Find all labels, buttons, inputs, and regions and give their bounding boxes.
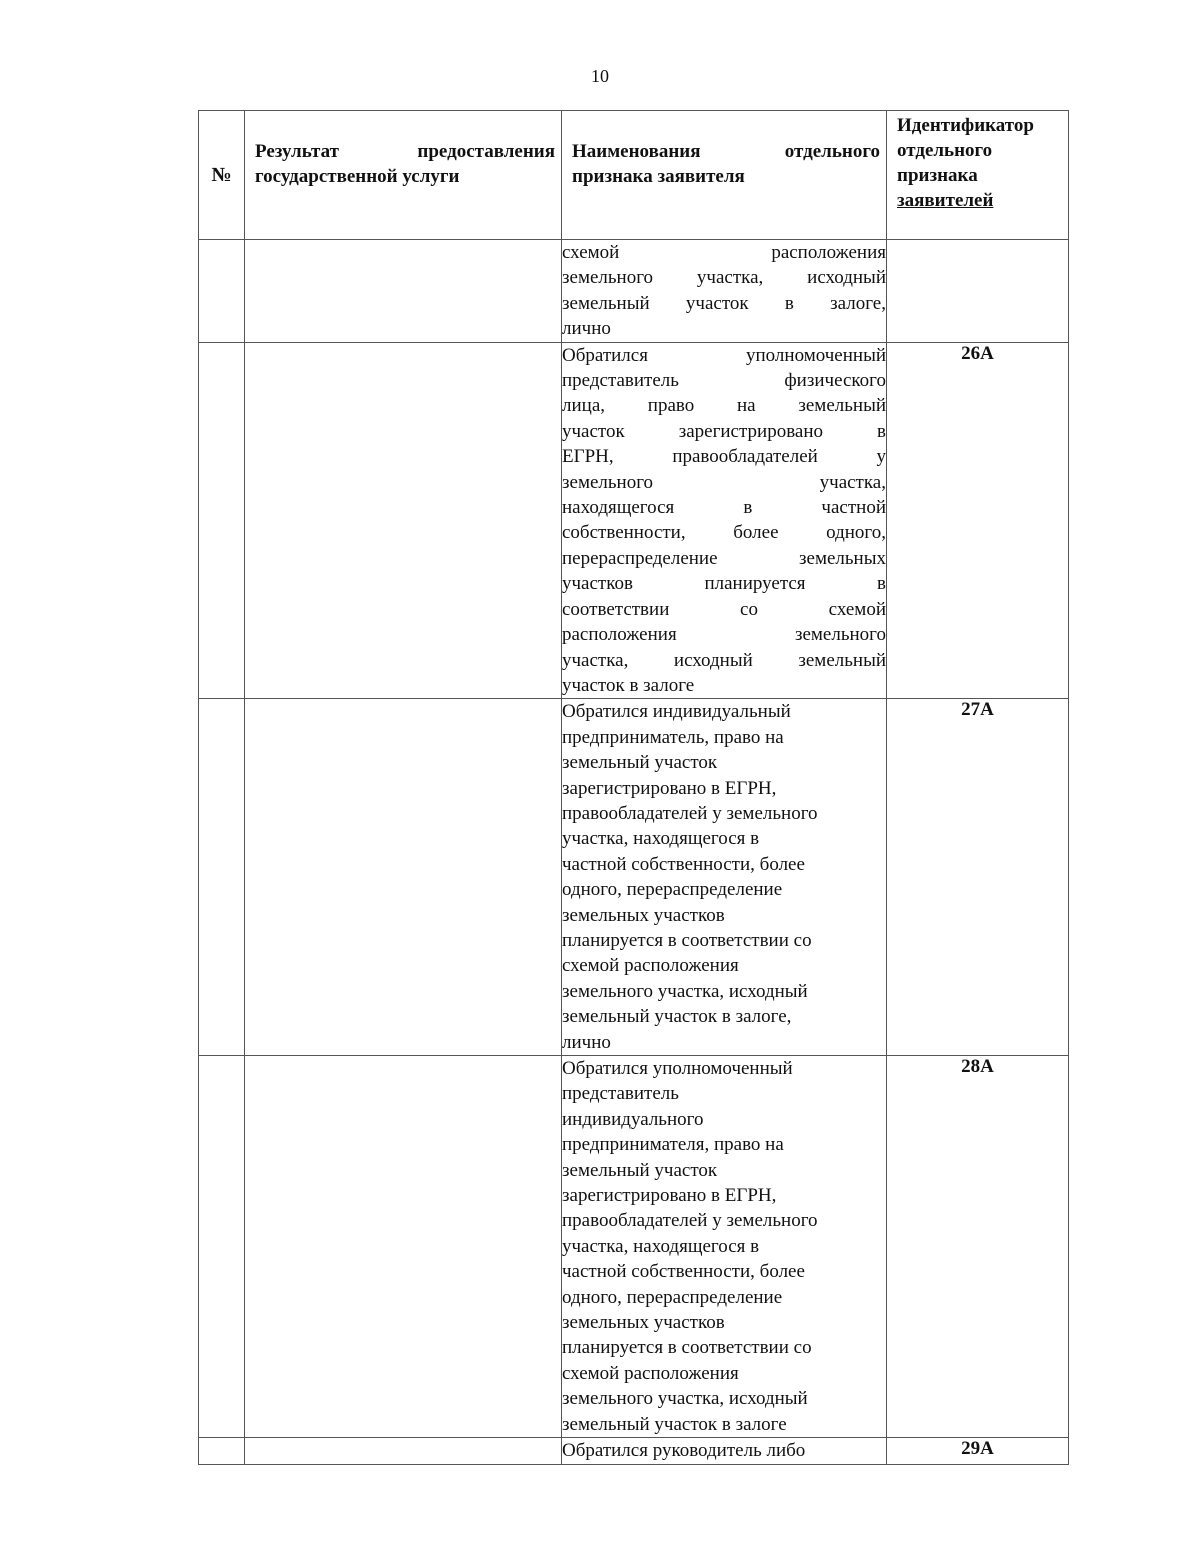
attribute-text-line: одного, перераспределение — [562, 1286, 783, 1308]
attribute-name-cell — [562, 1438, 887, 1464]
attribute-text-line: Обратился уполномоченный — [562, 344, 886, 366]
row-result-cell — [245, 240, 562, 343]
attribute-text-line: лица, право на земельный — [562, 395, 886, 417]
attribute-text-line: зарегистрировано в ЕГРН, — [562, 777, 777, 799]
attribute-text-line: предпринимателя, право на — [562, 1134, 784, 1156]
attribute-text-line: участков планируется в — [562, 573, 886, 595]
attribute-text-line: лично — [562, 1031, 611, 1053]
attribute-text-line: земельный участок в залоге — [562, 1413, 787, 1435]
attribute-text-line: одного, перераспределение — [562, 879, 783, 901]
row-number-cell — [199, 240, 245, 343]
table-row — [199, 1056, 1069, 1438]
header-number: № — [199, 111, 245, 240]
attribute-text-line: лично — [562, 318, 611, 340]
header-id-line: отдельного — [897, 140, 993, 161]
table-header-row — [199, 111, 1069, 240]
attribute-name-cell — [562, 699, 887, 1056]
attribute-text-line: Обратился индивидуальный — [562, 701, 791, 723]
attribute-text-line: перераспределение земельных — [562, 547, 886, 569]
row-number-cell — [199, 342, 245, 699]
attribute-text-line: собственности, более одного, — [562, 522, 886, 544]
header-id-line: заявителей — [897, 190, 994, 211]
table-row — [199, 699, 1069, 1056]
attribute-text-line: земельного участка, исходный — [562, 267, 886, 289]
attribute-text-line: схемой расположения — [562, 1362, 739, 1384]
header-result: Результат предоставления государственной услуги — [245, 111, 562, 240]
attribute-id-cell: 26А — [887, 342, 1069, 699]
attribute-name-cell — [562, 342, 887, 699]
attribute-name-cell — [562, 240, 887, 343]
attribute-text-line: находящегося в частной — [562, 497, 886, 519]
attribute-text-line: Обратился руководитель либо — [562, 1440, 806, 1462]
row-number-cell — [199, 699, 245, 1056]
attribute-text-line: индивидуального — [562, 1108, 704, 1130]
header-attribute-name: Наименования отдельного признака заявителя — [562, 111, 887, 240]
attribute-text-line: земельный участок — [562, 752, 718, 774]
header-id-line: Идентификатор — [897, 115, 1034, 136]
attribute-text-line: участка, находящегося в — [562, 1235, 760, 1257]
attribute-text-line: участка, исходный земельный — [562, 649, 886, 671]
attribute-text-line: планируется в соответствии со — [562, 929, 812, 951]
attribute-text-line: частной собственности, более — [562, 853, 805, 875]
table-body — [199, 240, 1069, 1465]
attribute-text-line: участка, находящегося в — [562, 828, 760, 850]
row-result-cell — [245, 1056, 562, 1438]
attribute-text-line: земельных участков — [562, 1312, 725, 1334]
attribute-text-line: земельный участок — [562, 1159, 718, 1181]
attribute-text-line: земельного участка, — [562, 471, 886, 493]
table-row — [199, 342, 1069, 699]
attribute-name-cell — [562, 1056, 887, 1438]
attribute-text-line: предприниматель, право на — [562, 726, 784, 748]
attribute-text-line: схемой расположения — [562, 242, 886, 263]
attribute-text-line: правообладателей у земельного — [562, 1210, 818, 1232]
attribute-text-line: земельных участков — [562, 904, 725, 926]
attribute-text-line: Обратился уполномоченный — [562, 1058, 793, 1079]
attribute-text-line: зарегистрировано в ЕГРН, — [562, 1185, 777, 1207]
attribute-id-cell — [887, 240, 1069, 343]
attribute-id-cell: 28А — [887, 1056, 1069, 1438]
attribute-text-line: планируется в соответствии со — [562, 1337, 812, 1359]
attribute-text-line: земельного участка, исходный — [562, 1388, 808, 1410]
page-number: 10 — [591, 66, 609, 86]
attribute-text-line: соответствии со схемой — [562, 598, 886, 620]
attribute-text-line: представитель — [562, 1083, 679, 1105]
attribute-text-line: схемой расположения — [562, 955, 739, 977]
attribute-text-line: земельный участок в залоге, — [562, 292, 886, 314]
attribute-text-line: расположения земельного — [562, 624, 886, 646]
row-result-cell — [245, 342, 562, 699]
row-result-cell — [245, 1438, 562, 1464]
attribute-text-line: представитель физического — [562, 370, 886, 392]
attribute-text-line: земельный участок в залоге, — [562, 1006, 792, 1028]
row-number-cell — [199, 1056, 245, 1438]
row-result-cell — [245, 699, 562, 1056]
attribute-text-line: участок в залоге — [562, 674, 695, 696]
header-attribute-id — [887, 111, 1069, 240]
header-id-line: признака — [897, 165, 978, 186]
attribute-text-line: земельного участка, исходный — [562, 980, 808, 1002]
attribute-text-line: участок зарегистрировано в — [562, 420, 886, 442]
attribute-text-line: ЕГРН, правообладателей у — [562, 446, 886, 468]
applicant-attributes-table — [198, 110, 1069, 1465]
attribute-id-cell: 29А — [887, 1438, 1069, 1464]
attribute-text-line: правообладателей у земельного — [562, 802, 818, 824]
attribute-text-line: частной собственности, более — [562, 1261, 805, 1283]
table-row — [199, 1438, 1069, 1464]
table-row — [199, 240, 1069, 343]
attribute-id-cell: 27А — [887, 699, 1069, 1056]
row-number-cell — [199, 1438, 245, 1464]
